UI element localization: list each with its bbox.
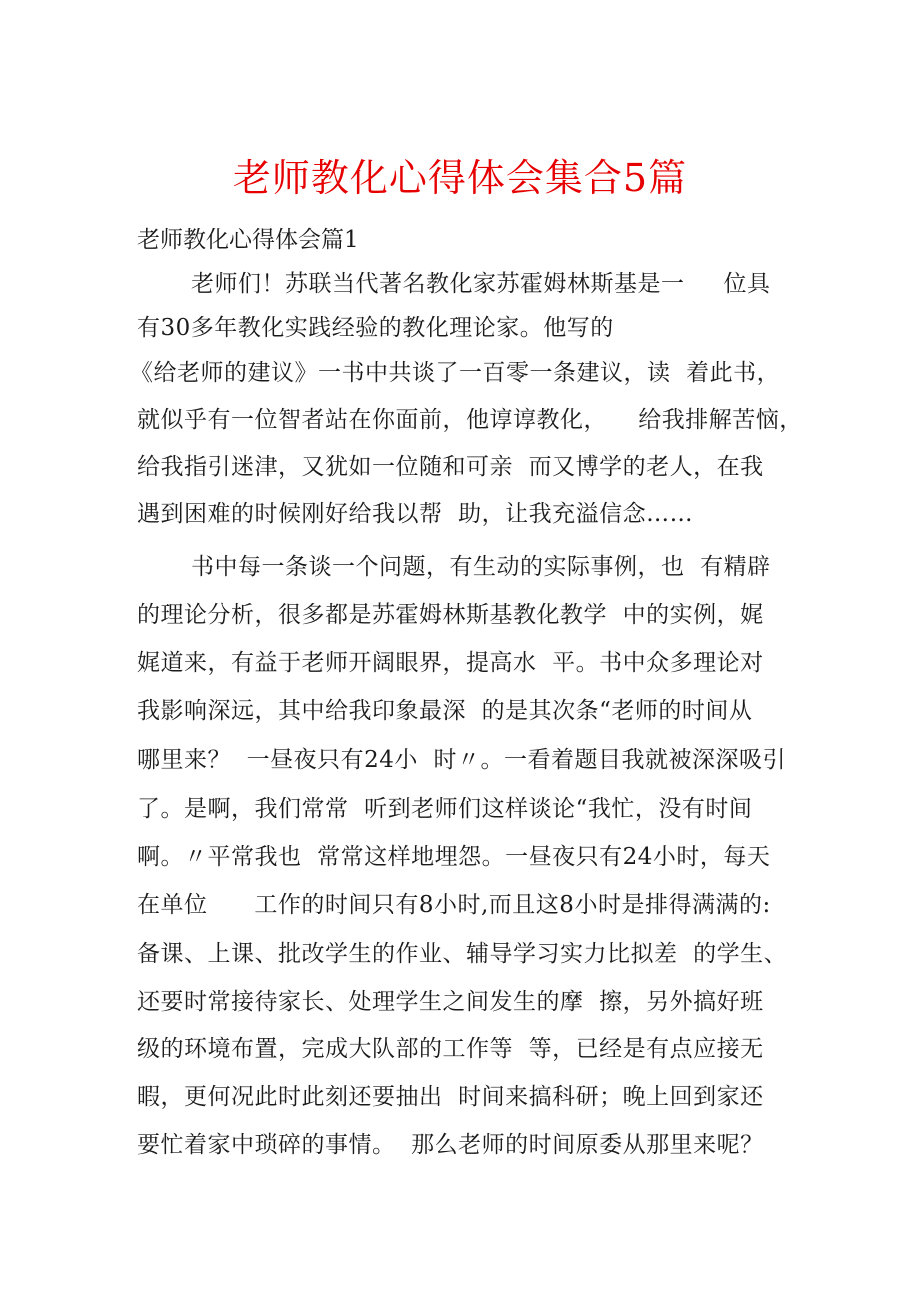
paragraph-line: 书中每一条谈一个问题，有生动的实际事例，也 有精辟 — [191, 554, 771, 580]
paragraph-line: 还要时常接待家长、处理学生之间发生的摩 擦，另外搞好班 — [137, 989, 764, 1015]
paragraph-line: 啊。〃平常我也 常常这样地埋怨。一昼夜只有24小时，每天 — [137, 844, 771, 870]
paragraph-line: 级的环境布置，完成大队部的工作等 等，已经是有点应接无 — [137, 1036, 764, 1062]
paragraph-line: 了。是啊，我们常常 听到老师们这样谈论“我忙，没有时间 — [137, 796, 753, 822]
paragraph-line: 暇，更何况此时此刻还要抽出 时间来搞科研；晚上回到家还 — [137, 1084, 764, 1110]
paragraph-line: 我影响深远，其中给我印象最深 的是其次条“老师的时间从 — [137, 698, 753, 724]
paragraph-line: 老师们！苏联当代著名教化家苏霍姆林斯基是一 位具 — [191, 271, 771, 297]
paragraph-line: 的理论分析，很多都是苏霍姆林斯基教化教学 中的实例，娓 — [137, 602, 764, 628]
paragraph-line: 《给老师的建议》一书中共谈了一百零一条建议，读 着此书， — [130, 360, 781, 386]
paragraph-line: 就似乎有一位智者站在你面前，他谆谆教化， 给我排解苦恼， — [137, 407, 803, 433]
section-heading: 老师教化心得体会篇1 — [137, 227, 359, 253]
paragraph-line: 在单位 工作的时间只有8小时,而且这8小时是排得满满的: — [137, 892, 771, 918]
document-title: 老师教化心得体会集合5篇 — [232, 156, 688, 200]
paragraph-line: 遇到困难的时候刚好给我以帮 助，让我充溢信念…… — [137, 501, 694, 527]
paragraph-line: 娓道来，有益于老师开阔眼界，提高水 平。书中众多理论对 — [137, 650, 764, 676]
paragraph-line: 给我指引迷津，又犹如一位随和可亲 而又博学的老人，在我 — [137, 454, 764, 480]
paragraph-line: 有30多年教化实践经验的教化理论家。他写的 — [137, 315, 614, 341]
paragraph-line: 要忙着家中琐碎的事情。 那么老师的时间原委从那里来呢？ — [137, 1132, 764, 1158]
paragraph-line: 哪里来？ 一昼夜只有24小 时〃。一看着题目我就被深深吸引 — [137, 747, 787, 773]
paragraph-line: 备课、上课、批改学生的作业、辅导学习实力比拟差 的学生、 — [137, 941, 788, 967]
